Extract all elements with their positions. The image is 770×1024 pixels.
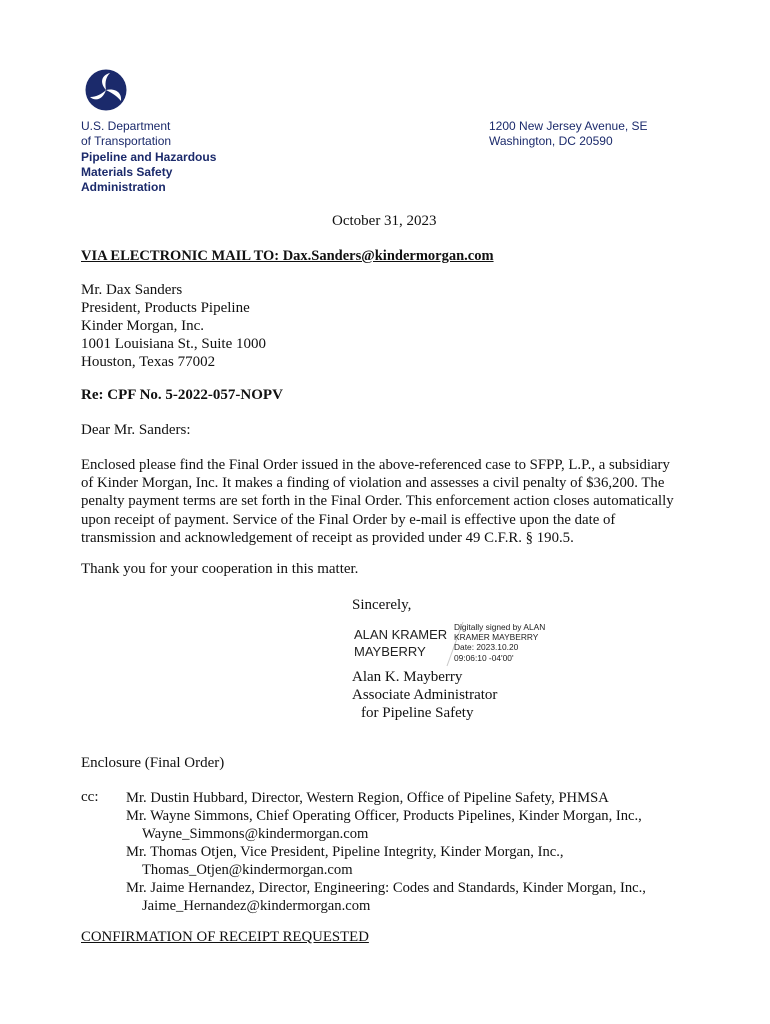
digital-signature-details bbox=[454, 622, 545, 663]
administration-line: Administration bbox=[81, 180, 166, 195]
body-line: penalty payment terms are set forth in the Final Order. This enforcement action closes automatically bbox=[81, 493, 674, 510]
signature-name-line: ALAN KRAMER bbox=[354, 627, 448, 642]
signature-detail-line: KRAMER MAYBERRY bbox=[454, 632, 539, 643]
signer-title: Associate Administrator bbox=[352, 687, 498, 703]
letter-date: October 31, 2023 bbox=[332, 213, 437, 229]
recipient-address bbox=[81, 281, 266, 371]
cc-line: Mr. Thomas Otjen, Vice President, Pipeline Integrity, Kinder Morgan, Inc., bbox=[126, 844, 564, 860]
cc-list bbox=[126, 789, 726, 915]
agency-line: of Transportation bbox=[81, 134, 172, 149]
recipient-line: 1001 Louisiana St., Suite 1000 bbox=[81, 336, 266, 352]
recipient-line: Kinder Morgan, Inc. bbox=[81, 318, 205, 334]
body-line: of Kinder Morgan, Inc. It makes a finding of violation and assesses a civil penalty of $36,200. The bbox=[81, 475, 665, 492]
salutation: Dear Mr. Sanders: bbox=[81, 422, 191, 438]
cc-label: cc: bbox=[81, 789, 99, 805]
cc-email: Jaime_Hernandez@kindermorgan.com bbox=[142, 898, 371, 914]
reference-line: Re: CPF No. 5-2022-057-NOPV bbox=[81, 387, 283, 403]
cc-email: Thomas_Otjen@kindermorgan.com bbox=[142, 862, 353, 878]
cc-line: Mr. Dustin Hubbard, Director, Western Region, Office of Pipeline Safety, PHMSA bbox=[126, 790, 609, 806]
thanks-line: Thank you for your cooperation in this matter. bbox=[81, 561, 359, 577]
signature-detail-line: Digitally signed by ALAN bbox=[454, 622, 546, 632]
recipient-line: President, Products Pipeline bbox=[81, 300, 250, 316]
signature-detail-line: Date: 2023.10.20 bbox=[454, 642, 519, 653]
enclosure-line: Enclosure (Final Order) bbox=[81, 755, 225, 771]
administration-line: Pipeline and Hazardous bbox=[81, 149, 217, 164]
signer-name: Alan K. Mayberry bbox=[352, 669, 463, 685]
agency-address bbox=[489, 119, 729, 150]
recipient-line: Houston, Texas 77002 bbox=[81, 354, 216, 370]
agency-line: U.S. Department bbox=[81, 119, 171, 133]
administration-line: Materials Safety bbox=[81, 164, 173, 179]
signature-name-line: MAYBERRY bbox=[354, 644, 426, 659]
body-line: transmission and acknowledgement of receipt as provided under 49 C.F.R. § 190.5. bbox=[81, 529, 574, 546]
recipient-line: Mr. Dax Sanders bbox=[81, 282, 183, 298]
address-line: Washington, DC 20590 bbox=[489, 134, 613, 149]
via-email-line: VIA ELECTRONIC MAIL TO: Dax.Sanders@kindermorgan.com bbox=[81, 248, 494, 264]
cc-line: Mr. Wayne Simmons, Chief Operating Officer, Products Pipelines, Kinder Morgan, Inc., bbox=[126, 808, 642, 824]
signature-detail-line: 09:06:10 -04'00' bbox=[454, 652, 514, 663]
body-line: upon receipt of payment. Service of the Final Order by e-mail is effective upon the date of bbox=[81, 511, 616, 528]
dot-logo-icon bbox=[85, 69, 127, 111]
signer-title-2: for Pipeline Safety bbox=[361, 705, 474, 721]
cc-line: Mr. Jaime Hernandez, Director, Engineering: Codes and Standards, Kinder Morgan, Inc., bbox=[126, 880, 646, 896]
confirmation-requested: CONFIRMATION OF RECEIPT REQUESTED bbox=[81, 929, 369, 945]
closing: Sincerely, bbox=[352, 597, 412, 613]
signer-block bbox=[352, 668, 497, 722]
body-paragraph bbox=[81, 456, 701, 547]
address-line: 1200 New Jersey Avenue, SE bbox=[489, 119, 648, 133]
agency-block bbox=[81, 119, 341, 195]
digital-signature-name bbox=[354, 626, 447, 660]
body-line: Enclosed please find the Final Order issued in the above-referenced case to SFPP, L.P., a subsidiary bbox=[81, 457, 670, 473]
cc-email: Wayne_Simmons@kindermorgan.com bbox=[142, 826, 369, 842]
